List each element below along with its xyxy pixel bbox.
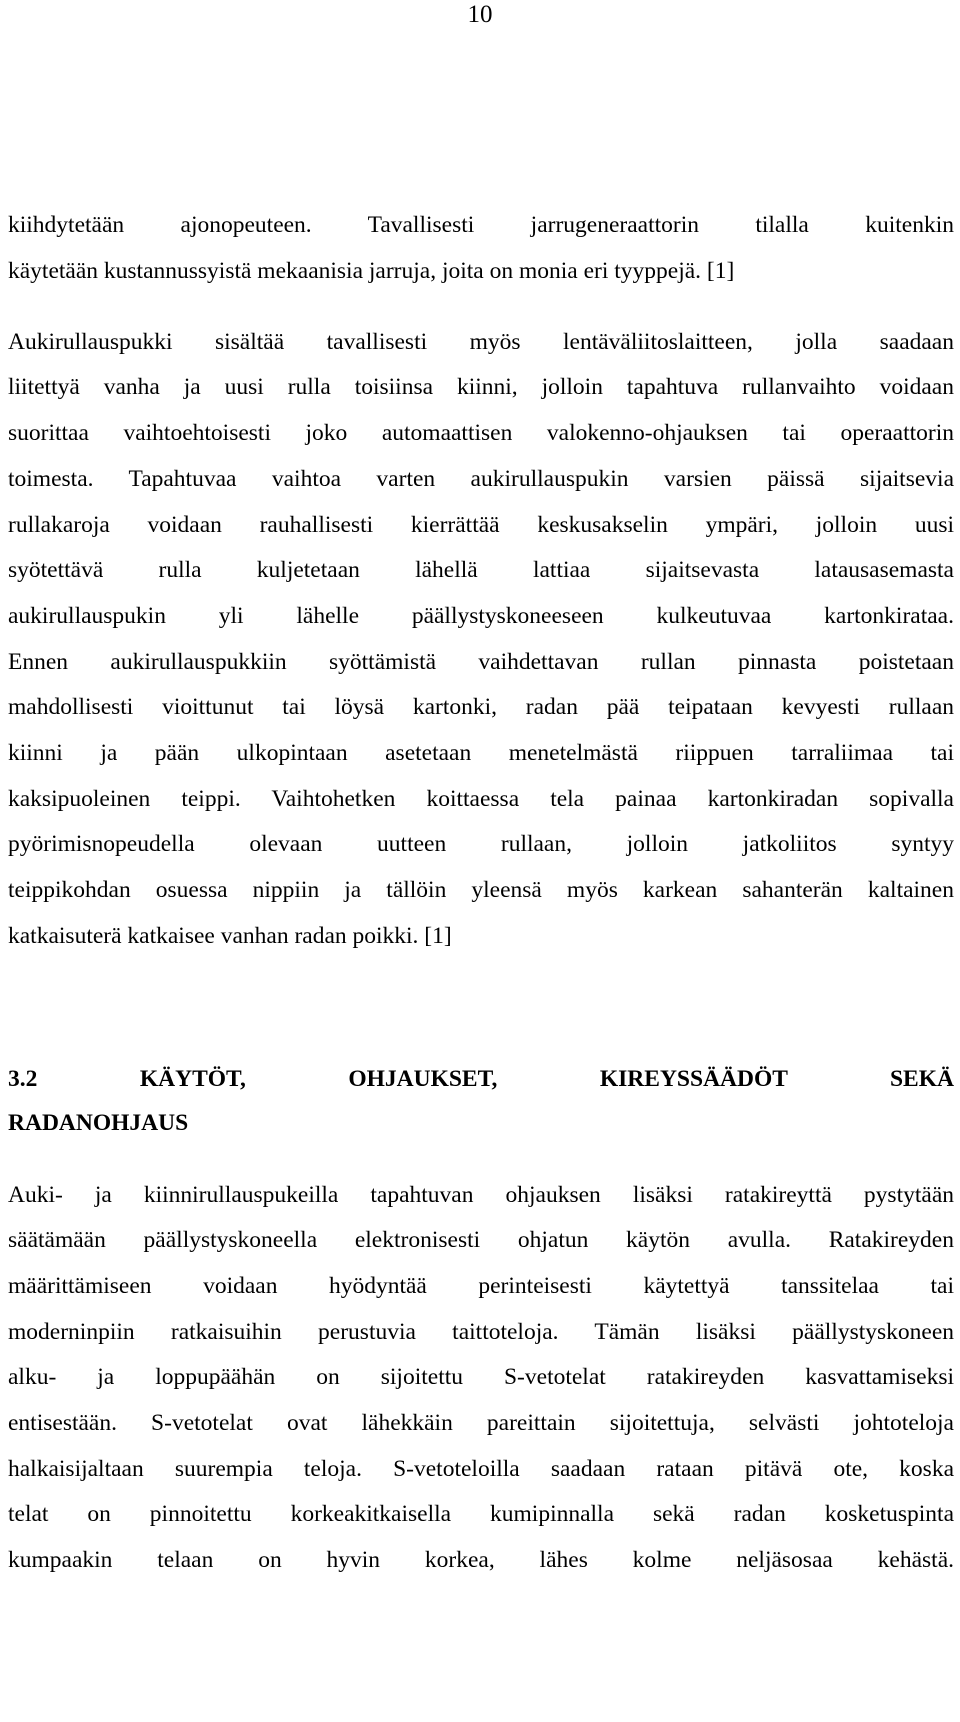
text-line: alku- ja loppupäähän on sijoitettu S-vetotelat ratakireyden kasvattamiseksi [8,1364,954,1390]
text-line: Ennen aukirullauspukkiin syöttämistä vaihdettavan rullan pinnasta poistetaan [8,649,954,675]
text-line: kiihdytetään ajonopeuteen. Tavallisesti jarrugeneraattorin tilalla kuitenkin [8,212,954,238]
text-line: moderninpiin ratkaisuihin perustuvia taittoteloja. Tämän lisäksi päällystyskoneen [8,1319,954,1345]
text-line: säätämään päällystyskoneella elektronisesti ohjatun käytön avulla. Ratakireyden [8,1227,954,1253]
text-line: katkaisuterä katkaisee vanhan radan poikki. [1] [8,923,452,949]
page-number: 10 [467,1,493,28]
text-line: Aukirullauspukki sisältää tavallisesti myös lentäväliitoslaitteen, jolla saadaan [8,329,954,355]
text-line: pyörimisnopeudella olevaan uutteen rullaan, jolloin jatkoliitos syntyy [8,831,954,857]
text-line: halkaisijaltaan suurempia teloja. S-vetoteloilla saadaan rataan pitävä ote, koska [8,1456,954,1482]
text-line: mahdollisesti vioittunut tai löysä kartonki, radan pää teipataan kevyesti rullaan [8,694,954,720]
heading-line: 3.2 KÄYTÖT, OHJAUKSET, KIREYSSÄÄDÖT SEKÄ [8,1066,954,1092]
text-line: entisestään. S-vetotelat ovat lähekkäin pareittain sijoitettuja, selvästi johtoteloja [8,1410,954,1436]
text-line: kaksipuoleinen teippi. Vaihtohetken koittaessa tela painaa kartonkiradan sopivalla [8,786,954,812]
text-line: liitettyä vanha ja uusi rulla toisiinsa kiinni, jolloin tapahtuva rullanvaihto voidaan [8,374,954,400]
text-line: kiinni ja pään ulkopintaan asetetaan menetelmästä riippuen tarraliimaa tai [8,740,954,766]
text-line: suorittaa vaihtoehtoisesti joko automaattisen valokenno-ohjauksen tai operaattorin [8,420,954,446]
text-line: toimesta. Tapahtuvaa vaihtoa varten aukirullauspukin varsien päissä sijaitsevia [8,466,954,492]
heading-line: RADANOHJAUS [8,1110,189,1136]
text-line: rullakaroja voidaan rauhallisesti kierrättää keskusakselin ympäri, jolloin uusi [8,512,954,538]
text-line: kumpaakin telaan on hyvin korkea, lähes kolme neljäsosaa kehästä. [8,1547,954,1573]
text-line: aukirullauspukin yli lähelle päällystyskoneeseen kulkeutuvaa kartonkiratаа. [8,603,954,629]
text-line: teippikohdan osuessa nippiin ja tällöin yleensä myös karkean sahanterän kaltainen [8,877,954,903]
text-line: telat on pinnoitettu korkeakitkaisella kumipinnalla sekä radan kosketuspinta [8,1501,954,1527]
text-line: Auki- ja kiinnirullauspukeilla tapahtuvan ohjauksen lisäksi ratakireyttä pystytään [8,1182,954,1208]
text-line: määrittämiseen voidaan hyödyntää perinteisesti käytettyä tanssitelaa tai [8,1273,954,1299]
text-line: syötettävä rulla kuljetetaan lähellä lattiaa sijaitsevasta latausasemasta [8,557,954,583]
text-line: käytetään kustannussyistä mekaanisia jarruja, joita on monia eri tyyppejä. [1] [8,258,735,284]
